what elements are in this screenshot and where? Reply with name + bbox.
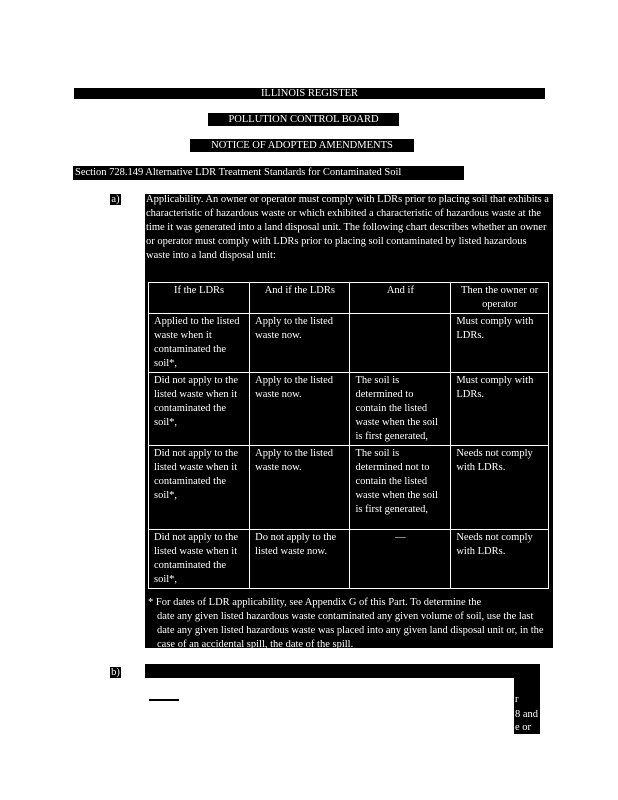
footnote xyxy=(148,596,548,652)
register-title: ILLINOIS REGISTER xyxy=(74,88,545,99)
table-cell: Must comply with LDRs. xyxy=(451,373,549,446)
table-cell xyxy=(350,314,451,373)
column-header: And if the LDRs xyxy=(250,283,350,314)
subsection-b-marker: b) xyxy=(111,667,120,678)
column-header: And if xyxy=(350,283,451,314)
footnote-first-line: * For dates of LDR applicability, see Appendix G of this Part. To determine the xyxy=(148,597,482,608)
table-row xyxy=(149,446,549,530)
table-row xyxy=(149,373,549,446)
table-cell: Do not apply to the listed waste now. xyxy=(250,530,350,589)
table-row xyxy=(149,530,549,589)
table-cell: — xyxy=(350,530,451,589)
footnote-continuation: date any given listed hazardous waste contaminated any given volume of soil, use the last date any given listed hazardous waste was placed into any given land disposal unit or, in the case of an accidental spill, the date of the spill. xyxy=(157,611,544,650)
text-fragment: e or the xyxy=(515,722,532,747)
dash-mark xyxy=(149,699,179,701)
subsection-a-block xyxy=(145,194,553,648)
table-header-row xyxy=(149,283,549,314)
subsection-a-marker: a) xyxy=(111,194,120,205)
notice-title: NOTICE OF ADOPTED AMENDMENTS xyxy=(190,139,414,152)
table-cell: Did not apply to the listed waste when it contaminated the soil*, xyxy=(149,373,250,446)
board-title: POLLUTION CONTROL BOARD xyxy=(208,113,399,126)
column-header: Then the owner or operator xyxy=(451,283,549,314)
table-cell: Apply to the listed waste now. xyxy=(250,373,350,446)
subsection-b-block xyxy=(145,664,540,747)
table-cell: Apply to the listed waste now. xyxy=(250,446,350,530)
table-cell: The soil is determined to contain the listed waste when the soil is first generated, xyxy=(350,373,451,446)
text-fragment: 8 and xyxy=(515,709,539,720)
table-cell: Applied to the listed waste when it contaminated the soil*, xyxy=(149,314,250,373)
table-cell: The soil is determined not to contain the listed waste when the soil is first generated, xyxy=(350,446,451,530)
table-cell: Needs not comply with LDRs. xyxy=(451,446,549,530)
ldr-applicability-table xyxy=(148,282,549,589)
table-cell: Apply to the listed waste now. xyxy=(250,314,350,373)
text-fragment: r xyxy=(515,694,519,705)
table-row xyxy=(149,314,549,373)
section-title: Section 728.149 Alternative LDR Treatment Standards for Contaminated Soil xyxy=(73,166,464,180)
table-cell: Needs not comply with LDRs. xyxy=(451,530,549,589)
redacted-area xyxy=(145,678,514,734)
applicability-paragraph: Applicability. An owner or operator must comply with LDRs prior to placing soil that exhibits a characteristic of hazardous waste or which exhibited a characteristic of hazardous waste at the time it was generated into a land disposal unit. The following chart describes whether an owner or operator must comply with LDRs prior to placing soil contaminated by listed hazardous waste into a land disposal unit: xyxy=(146,194,549,261)
table-cell: Did not apply to the listed waste when it contaminated the soil*, xyxy=(149,530,250,589)
table-cell: Did not apply to the listed waste when it contaminated the soil*, xyxy=(149,446,250,530)
column-header: If the LDRs xyxy=(149,283,250,314)
table-cell: Must comply with LDRs. xyxy=(451,314,549,373)
